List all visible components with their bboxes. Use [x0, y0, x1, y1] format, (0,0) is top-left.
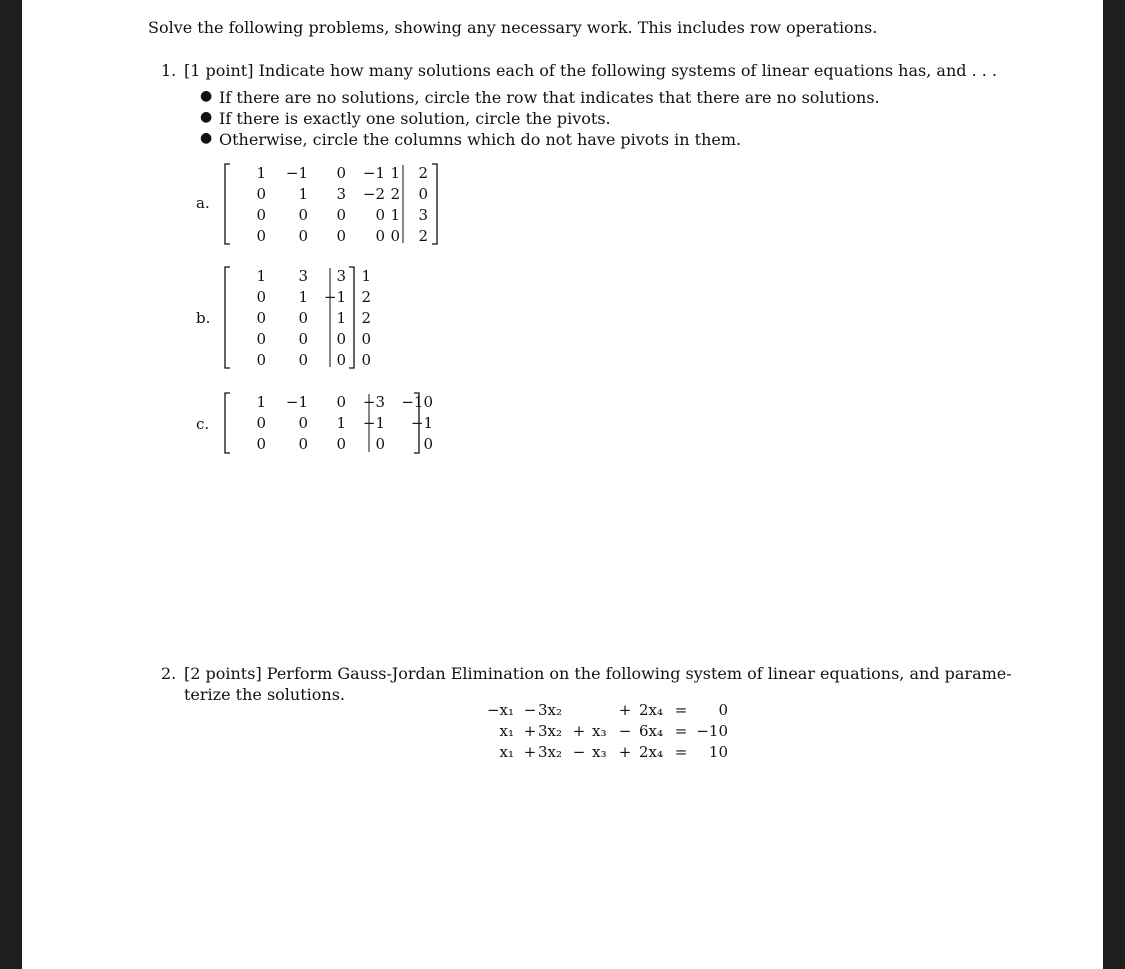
matrix-cell: 0: [298, 206, 308, 224]
instructions: Solve the following problems, showing any necessary work. This includes row operations.: [148, 18, 878, 37]
matrix-cell: −3: [362, 393, 385, 411]
matrix-cell: −1: [323, 288, 346, 306]
matrix-cell: −2: [362, 185, 385, 203]
matrix-cell: 0: [375, 206, 385, 224]
matrix-cell: 0: [375, 227, 385, 245]
matrix-cell: 0: [336, 330, 346, 348]
matrix-cell: 1: [361, 267, 371, 285]
matrix-cell: 0: [336, 393, 346, 411]
equation-term: 0: [718, 701, 728, 719]
equation-term: −x₁: [486, 701, 514, 719]
matrix-cell: 0: [256, 185, 266, 203]
augmented-matrix-a: [222, 162, 442, 246]
matrix-cell: 0: [336, 206, 346, 224]
problem-1-heading: [1 point] Indicate how many solutions each of the following systems of linear equations has, and . . .: [184, 61, 998, 80]
matrix-cell: 0: [336, 351, 346, 369]
matrix-b-label: b.: [196, 309, 211, 327]
problem-1-number: 1.: [161, 61, 177, 80]
matrix-cell: 0: [256, 206, 266, 224]
matrix-cell: 0: [336, 227, 346, 245]
equation-term: 6x₄: [639, 722, 664, 740]
bullet-icon: ●: [200, 88, 213, 104]
matrix-cell: 0: [298, 351, 308, 369]
matrix-cell: 3: [298, 267, 308, 285]
matrix-cell: 0: [361, 351, 371, 369]
matrix-cell: 0: [256, 309, 266, 327]
matrix-cell: 0: [256, 330, 266, 348]
problem-2-heading-line-1: [2 points] Perform Gauss-Jordan Elimination on the following system of linear equations, and parame-: [184, 664, 1012, 683]
equation-term: +: [523, 722, 537, 740]
problem-2-heading-line-2: terize the solutions.: [184, 685, 345, 704]
bullet-icon: ●: [200, 109, 213, 125]
matrix-cell: 0: [256, 435, 266, 453]
matrix-cell: 0: [423, 435, 433, 453]
matrix-cell: 1: [336, 414, 346, 432]
equation-term: x₃: [592, 722, 607, 740]
equation-term: −10: [696, 722, 728, 740]
matrix-cell: 0: [336, 164, 346, 182]
matrix-cell: 1: [298, 288, 308, 306]
augmented-matrix-b: [222, 265, 371, 370]
equation-term: 3x₂: [538, 722, 563, 740]
matrix-cell: 1: [256, 393, 266, 411]
bullet-item-1: If there are no solutions, circle the row that indicates that there are no solutions.: [219, 88, 880, 107]
matrix-cell: 0: [256, 288, 266, 306]
equation-term: +: [618, 743, 632, 761]
matrix-cell: 2: [361, 288, 371, 306]
augmented-matrix-c: [222, 391, 433, 455]
equation-term: 2x₄: [639, 743, 664, 761]
matrix-cell: 1: [298, 185, 308, 203]
equation-term: x₁: [499, 722, 514, 740]
equation-term: −: [572, 743, 586, 761]
matrix-cell: 0: [256, 414, 266, 432]
problem-2-number: 2.: [161, 664, 177, 683]
matrix-cell: 2: [418, 164, 428, 182]
bullet-icon: ●: [200, 130, 213, 146]
matrix-cell: 0: [390, 227, 400, 245]
matrix-cell: 1: [390, 164, 400, 182]
matrix-cell: 0: [298, 330, 308, 348]
matrix-cell: 1: [256, 164, 266, 182]
matrix-cell: 0: [336, 435, 346, 453]
matrix-cell: 0: [361, 330, 371, 348]
matrix-cell: −1: [362, 414, 385, 432]
equation-term: 3x₂: [538, 743, 563, 761]
matrix-cell: 0: [298, 309, 308, 327]
matrix-cell: −1: [362, 164, 385, 182]
equation-term: 2x₄: [639, 701, 664, 719]
matrix-cell: −1: [410, 414, 433, 432]
matrix-cell: 0: [298, 414, 308, 432]
matrix-c-label: c.: [196, 415, 210, 433]
matrix-cell: −1: [285, 164, 308, 182]
matrix-cell: 0: [298, 435, 308, 453]
equation-term: x₃: [592, 743, 607, 761]
equation-term: =: [674, 722, 688, 740]
bullet-item-3: Otherwise, circle the columns which do not have pivots in them.: [219, 130, 742, 149]
equation-term: +: [572, 722, 586, 740]
equation-term: 10: [708, 743, 728, 761]
document-page: [22, 0, 1103, 969]
matrix-cell: 3: [336, 185, 346, 203]
matrix-cell: 0: [418, 185, 428, 203]
matrix-cell: 2: [361, 309, 371, 327]
equation-term: =: [674, 743, 688, 761]
matrix-cell: 1: [336, 309, 346, 327]
matrix-cell: 1: [390, 206, 400, 224]
matrix-cell: 0: [256, 227, 266, 245]
equation-term: =: [674, 701, 688, 719]
equation-term: −: [618, 722, 632, 740]
matrix-cell: −10: [401, 393, 433, 411]
matrix-cell: 0: [298, 227, 308, 245]
matrix-cell: 2: [390, 185, 400, 203]
matrix-cell: 3: [418, 206, 428, 224]
bullet-item-2: If there is exactly one solution, circle the pivots.: [219, 109, 611, 128]
matrix-cell: 0: [375, 435, 385, 453]
matrix-a-label: a.: [196, 194, 210, 212]
equation-term: −: [523, 701, 537, 719]
equation-term: +: [523, 743, 537, 761]
matrix-cell: 2: [418, 227, 428, 245]
matrix-cell: −1: [285, 393, 308, 411]
equation-term: x₁: [499, 743, 514, 761]
equation-term: 3x₂: [538, 701, 563, 719]
matrix-cell: 0: [256, 351, 266, 369]
equation-term: +: [618, 701, 632, 719]
matrix-cell: 1: [256, 267, 266, 285]
matrix-cell: 3: [336, 267, 346, 285]
